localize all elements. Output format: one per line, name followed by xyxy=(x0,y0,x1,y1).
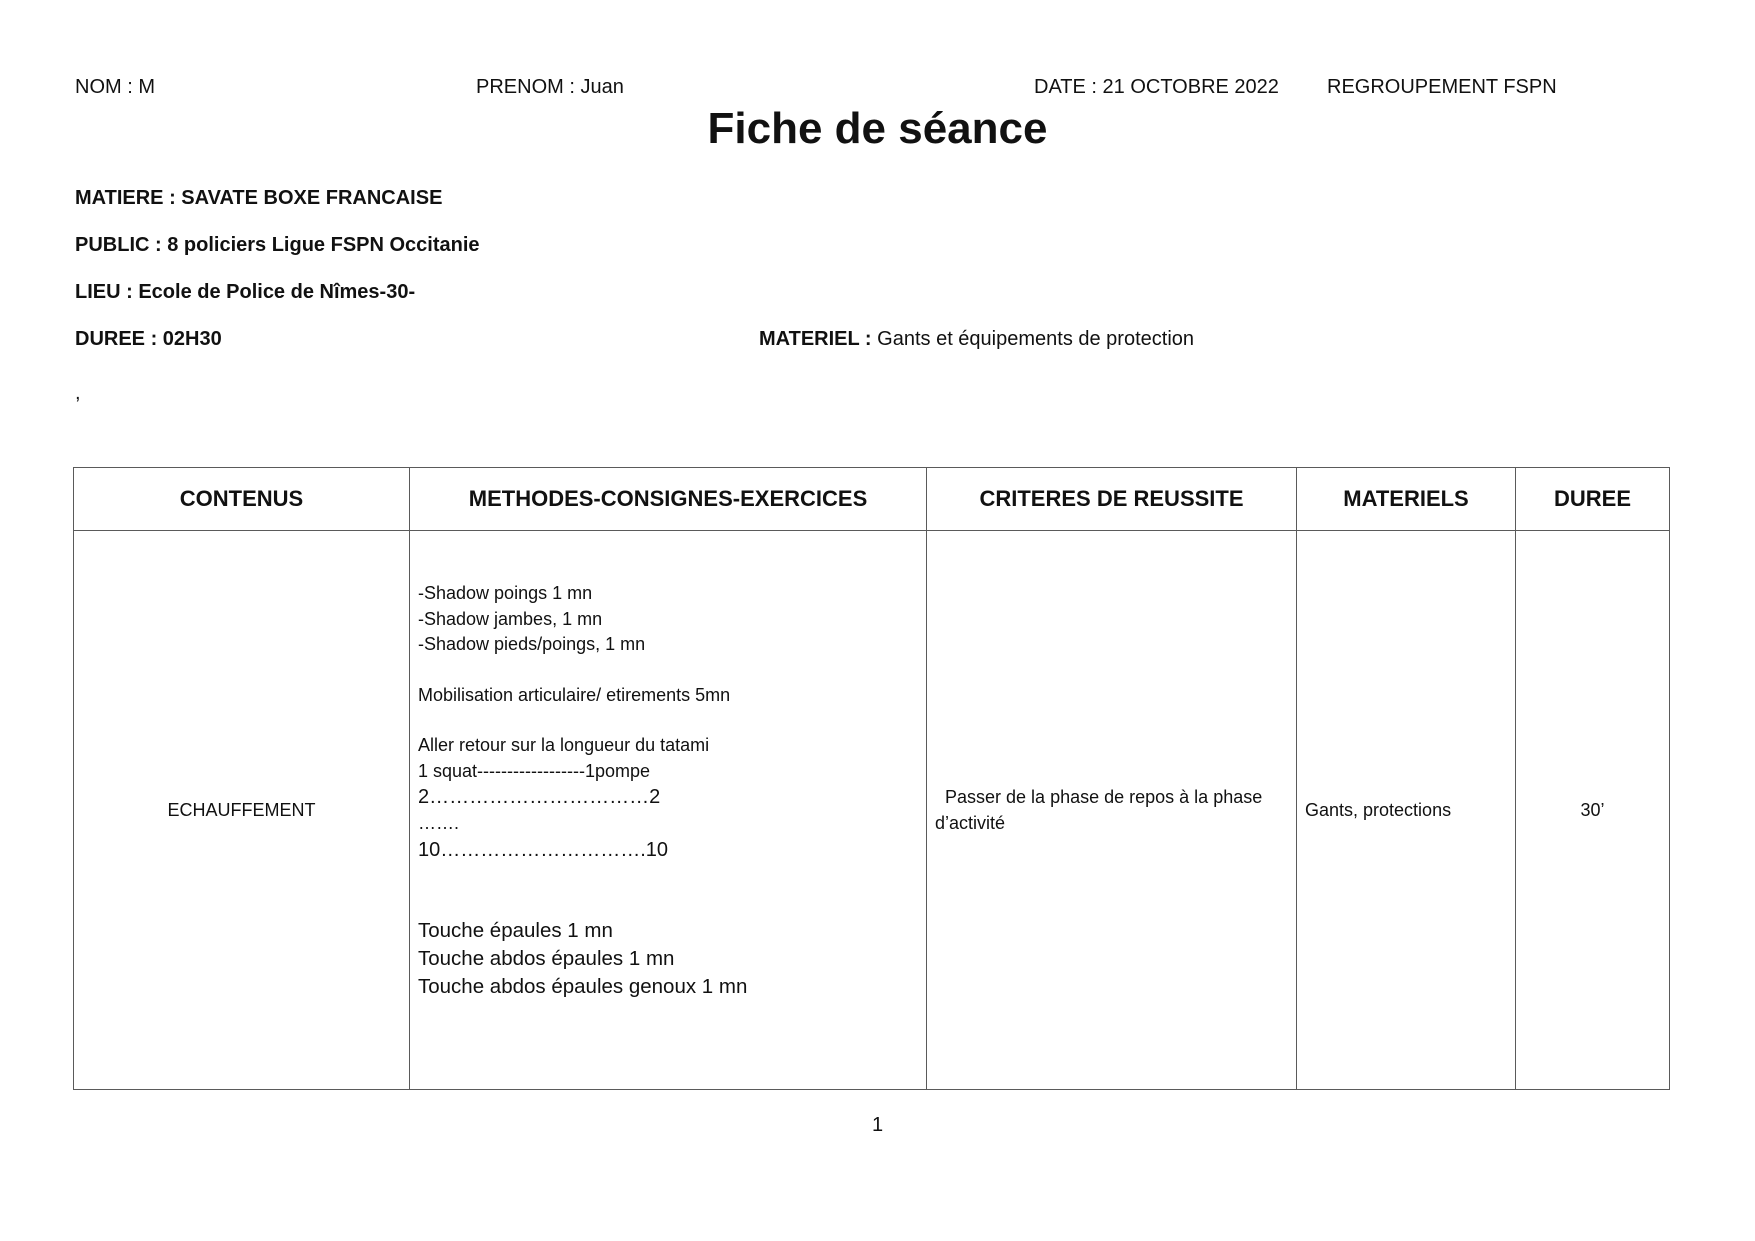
materiel-value: Gants et équipements de protection xyxy=(871,328,1195,350)
criteres-text: Passer de la phase de repos à la phase d’activité xyxy=(935,787,1268,833)
methode-line: -Shadow jambes, 1 mn xyxy=(418,608,603,629)
methode-line: 1 squat------------------1pompe xyxy=(418,760,650,781)
page-number: 1 xyxy=(871,1114,884,1136)
table-row xyxy=(74,531,1670,1090)
methode-line: ……. xyxy=(418,813,460,833)
date-field: DATE : 21 OCTOBRE 2022 xyxy=(1034,76,1279,98)
nom-field: NOM : M xyxy=(75,76,155,98)
cell-contenus: ECHAUFFEMENT xyxy=(74,531,410,1090)
duree-line: DUREE : 02H30 xyxy=(75,328,222,350)
methode-line: Touche abdos épaules 1 mn xyxy=(418,946,675,970)
header-contenus: CONTENUS xyxy=(74,468,410,531)
methode-line: -Shadow poings 1 mn xyxy=(418,583,593,603)
cell-methodes xyxy=(410,531,927,1090)
methode-line: Touche épaules 1 mn xyxy=(418,918,613,942)
matiere-line: MATIERE : SAVATE BOXE FRANCAISE xyxy=(75,187,443,209)
cell-criteres xyxy=(927,531,1297,1090)
prenom-field: PRENOM : Juan xyxy=(476,76,624,98)
methode-line: 10………………………….10 xyxy=(418,838,669,861)
table-header-row xyxy=(74,468,1670,531)
methode-line: 2……………………………2 xyxy=(418,786,661,808)
cell-duree: 30’ xyxy=(1516,531,1670,1090)
header-methodes: METHODES-CONSIGNES-EXERCICES xyxy=(410,468,927,531)
seance-table xyxy=(73,467,1670,1090)
public-line: PUBLIC : 8 policiers Ligue FSPN Occitanie xyxy=(75,234,480,256)
materiel-line xyxy=(759,328,1194,351)
cell-materiels: Gants, protections xyxy=(1297,531,1516,1090)
methode-line: Touche abdos épaules genoux 1 mn xyxy=(418,974,748,998)
methode-line: Mobilisation articulaire/ etirements 5mn xyxy=(418,684,731,705)
page-title: Fiche de séance xyxy=(707,104,1048,153)
methodes-list xyxy=(418,581,926,1001)
spacer xyxy=(418,658,926,683)
methode-line: -Shadow pieds/poings, 1 mn xyxy=(418,634,646,654)
header-criteres: CRITERES DE REUSSITE xyxy=(927,468,1297,531)
spacer xyxy=(418,889,926,917)
spacer xyxy=(418,864,926,889)
header-materiels: MATERIELS xyxy=(1297,468,1516,531)
regroupement-field: REGROUPEMENT FSPN xyxy=(1327,76,1557,98)
lieu-line: LIEU : Ecole de Police de Nîmes-30- xyxy=(75,281,416,303)
spacer xyxy=(418,708,926,733)
methode-line: Aller retour sur la longueur du tatami xyxy=(418,735,710,755)
header-duree: DUREE xyxy=(1516,468,1670,531)
stray-comma: , xyxy=(75,382,81,404)
materiel-label: MATERIEL : xyxy=(759,328,872,350)
